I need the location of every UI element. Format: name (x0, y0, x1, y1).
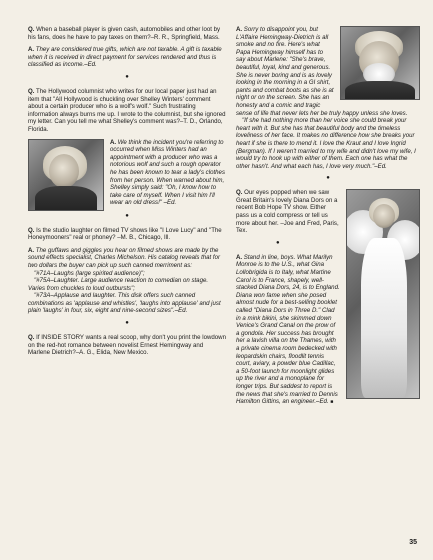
photo-shoulders-shape (35, 186, 97, 211)
answer-hemingway-quote: "If she had nothing more than her voice she could break your heart with it. But she has that beautiful body and the timeless loveliness of her face. It makes no difference how she breaks your heart if she is there to mend it. I love the Kraut and I love Ingrid (Bergman). If I weren't married to my wife and didn't love my wife, I would try to hook up with either of them. Each one has what the other hasn't. And what each has, I love very much."–Ed. (236, 117, 416, 170)
answer-tv-laughter: A. The guffaws and giggles you hear on filmed shows are made by the sound effects specialist, Charles Michelson. His catalog reveals that for two dollars the buyer can pick up such canned merriment as: (28, 246, 221, 269)
answer-baseball-taxes: A. They are considered true gifts, which are not taxable. A gift is taxable when it is received in direct payment for services rendered and thus is classified as income.–Ed. (28, 46, 222, 69)
section-separator: ● (125, 320, 129, 327)
shelley-winters-photo (28, 139, 104, 211)
question-tv-laughter: Q. Is the studio laughter on filmed TV shows like "I Love Lucy" and "The Honeymooners" real or phoney? –M. B., Chicago, Ill. (28, 226, 222, 242)
photo-gown-shape (361, 238, 407, 398)
section-separator: ● (326, 175, 330, 182)
photo-face-shape (49, 154, 79, 188)
answer-hemingway-dietrich: A. Sorry to disappoint you, but L'Affaire Hemingway-Dietrich is all smoke and no fire. Here's what Papa Hemingway himself has to say about Marlene: "She's brave, beautiful, loyal, kind and generous. She is never boring and is as lovely looking in the morning in a GI shirt, pants and combat boots as she is at night or on the screen. She has an honesty and a comic and tragic sense of life that never lets her be truly happy unless she loves. (236, 26, 408, 117)
section-separator: ● (125, 212, 129, 219)
answer-list-item: "#75A–Laughter. Large audience reaction to comedian on stage. Varies from chuckles to loud outbursts"; (28, 277, 209, 292)
answer-shelley-winters: A. We think the incident you're referring to occurred when Miss Winters had an appointment with a producer who was a notorious wolf and such a rough operator he has been known to tear a lady's clothes from her person. When warned about him, Shelley simply said: "Oh, I know how to take care of myself. When I visit him I'll wear an old dress!" –Ed. (110, 138, 225, 207)
section-separator: ● (125, 73, 129, 80)
answer-list-item: "#71A–Laughs (large spirited audience)"; (34, 269, 145, 277)
right-column (236, 26, 420, 412)
question-hemingway-dietrich: Q. If INSIDE STORY wants a real scoop, why don't you print the lowdown on the red-hot romance between novelist Ernest Hemingway and Marlene Dietrich?–A. G., Elida, New Mexico. (28, 334, 226, 357)
answer-diana-dors: A. Stand in line, boys. What Marilyn Monroe is to the U.S., what Gina Lollobrigida is to Italy, what Martine Carol is to France, shapely, well-stacked Diana Dors, 24, is to England. Diana won fame when she posed almost nude for a best-selling booklet called "Diana Dors in Three D." Clad in a mink bikini, she skimmed down Venice's Grand Canal on the prow of a gondola. Her success has brought her a lavish villa on the Thames, with a private cinema room bedecked with leopardskin chairs, floodlit tennis court, aviary, a powder blue Cadillac, a 50-foot launch for moonlight glides up the river and a monoplane for longer trips. But saddest to report is the news that she's married to Dennis Hamilton Gittins, an engineer.–Ed. ■ (236, 253, 340, 406)
hemingway-photo (340, 26, 420, 100)
photo-shoulders-shape (345, 81, 415, 100)
answer-list-item: "#73A–Applause and laughter. This disk offers such canned combinations as 'applause and whistles', 'laughs into applause' and just plain 'laughs' in four, six, eight and nine-second sizes".–Ed. (28, 292, 221, 315)
section-separator: ● (276, 239, 280, 246)
left-column (28, 26, 226, 362)
question-shelley-winters: Q. The Hollywood columnist who writes for our local paper just had an item that "All Hollywood is chuckling over Shelley Winters' comment about a certain producer who is a wolf's wolf." Such frustrating information always burns me up. I wrote to the columnist, but she ignored my letter. Can you tell me what Shelley's comment was?–T. D., Orlando, Florida. (28, 87, 226, 133)
diana-dors-photo (346, 189, 420, 399)
page-number: 35 (409, 539, 417, 546)
question-baseball-taxes: Q. When a baseball player is given cash, automobiles and other loot by his fans, does he have to pay taxes on them?–R. R., Springfield, Mass. (28, 26, 221, 41)
question-diana-dors: Q. Our eyes popped when we saw Great Britain's lovely Diana Dors on a recent Bob Hope TV show. Either pass us a cold compress or tell us more about her. –Joe and Fred, Paris, Tex. (236, 189, 339, 235)
end-mark: ■ (330, 399, 334, 406)
